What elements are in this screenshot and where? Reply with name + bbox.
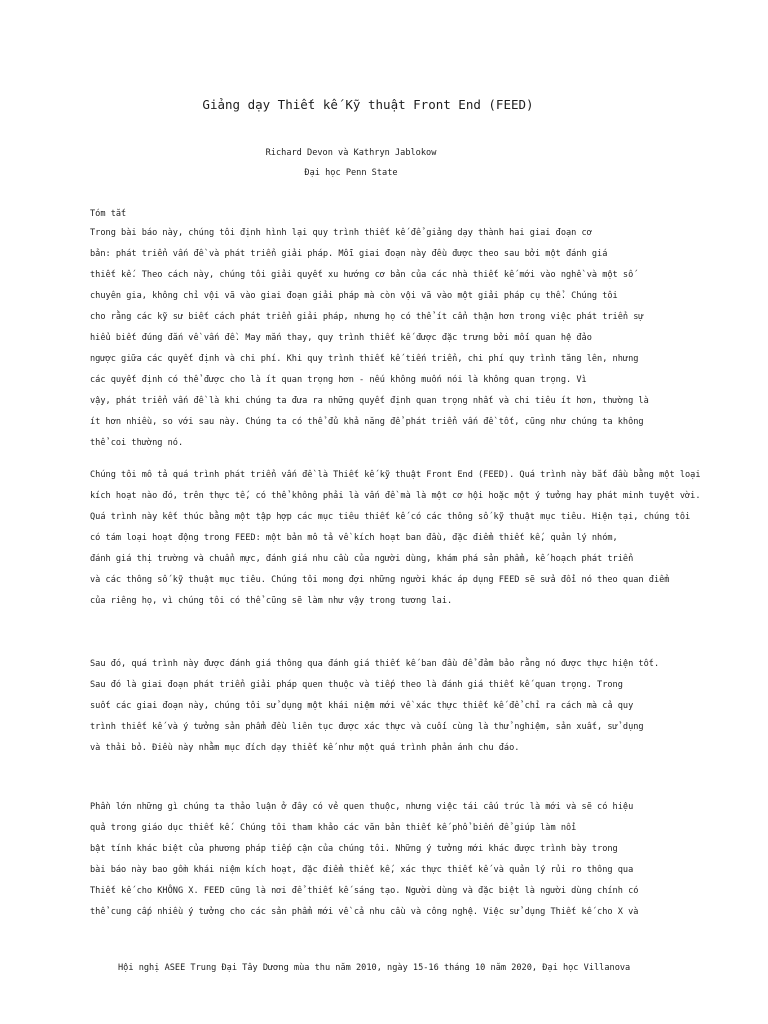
paragraph-line: Trong bài báo này, chúng tôi định hình lại quy trình thiết kế để giảng dạy thành hai giai đoạn cơ — [90, 228, 592, 238]
paragraph-line: cho rằng các kỹ sư biết cách phát triển giải pháp, nhưng họ có thể ít cẩn thận hơn trong việc phát triển sự — [90, 312, 644, 322]
paragraph-3 — [90, 654, 690, 759]
paragraph-line: ít hơn nhiều, so với sau này. Chúng ta có thể đủ khả năng để phát triển vấn đề tốt, cũng như chúng ta không — [90, 417, 644, 427]
paragraph-line: chuyên gia, không chỉ vội vã vào giai đoạn giải pháp mà còn vội vã vào một giải pháp cụ thể. Chúng tôi — [90, 291, 618, 301]
paragraph-line: Sau đó, quá trình này được đánh giá thông qua đánh giá thiết kế ban đầu để đảm bảo rằng nó được thực hiện tốt. — [90, 659, 660, 669]
paragraph-line: thể coi thường nó. — [90, 438, 184, 448]
paragraph-line: bài báo này bao gồm khái niệm kích hoạt, đặc điểm thiết kế, xác thực thiết kế và quản lý rủi ro thông qua — [90, 865, 634, 875]
paragraph-line: quả trong giáo dục thiết kế. Chúng tôi tham khảo các văn bản thiết kế phổ biến để giúp làm nổi — [90, 823, 577, 833]
paragraph-line: Sau đó là giai đoạn phát triển giải pháp quen thuộc và tiếp theo là đánh giá thiết kế quan trọng. Trong — [90, 680, 623, 690]
paragraph-line: suốt các giai đoạn này, chúng tôi sử dụng một khái niệm mới về xác thực thiết kế để chỉ ra cách mà cả quy — [90, 701, 634, 711]
abstract-heading: Tóm tắt — [90, 209, 127, 219]
paragraph-line: trình thiết kế và ý tưởng sản phẩm đều liên tục được xác thực và cuối cùng là thử nghiệm, sản xuất, sử dụng — [90, 722, 644, 732]
paragraph-line: và thải bỏ. Điều này nhằm mục đích dạy thiết kế như một quá trình phản ánh chu đáo. — [90, 743, 520, 753]
paragraph-4 — [90, 797, 690, 923]
paragraph-line: các quyết định có thể được cho là ít quan trọng hơn - nếu không muốn nói là không quan trọng. Vì — [90, 375, 587, 385]
paper-title: Giảng dạy Thiết kế Kỹ thuật Front End (FEED) — [202, 97, 534, 112]
paragraph-line: của riêng họ, vì chúng tôi có thể cũng sẽ làm như vậy trong tương lai. — [90, 596, 453, 606]
paragraph-line: hiểu biết đúng đắn về vấn đề. May mắn thay, quy trình thiết kế được đặc trưng bởi mối quan hệ đảo — [90, 333, 592, 343]
paper-authors: Richard Devon và Kathryn Jablokow — [265, 148, 437, 158]
paragraph-line: có tám loại hoạt động trong FEED: một bản mô tả về kích hoạt ban đầu, đặc điểm thiết kế, quản lý nhóm, — [90, 533, 618, 543]
paragraph-line: Quá trình này kết thúc bằng một tập hợp các mục tiêu thiết kế có các thông số kỹ thuật mục tiêu. Hiện tại, chúng tôi — [90, 512, 691, 522]
paragraph-line: kích hoạt nào đó, trên thực tế, có thể không phải là vấn đề mà là một cơ hội hoặc một ý tưởng hay phát minh tuyệt vời. — [90, 491, 701, 501]
paragraph-line: vậy, phát triển vấn đề là khi chúng ta đưa ra những quyết định quan trọng nhất và chi tiêu ít hơn, thường là — [90, 396, 649, 406]
paragraph-2 — [90, 465, 701, 612]
paragraph-line: và các thông số kỹ thuật mục tiêu. Chúng tôi mong đợi những người khác áp dụng FEED sẽ sửa đổi nó theo quan điểm — [90, 575, 670, 585]
paragraph-line: ngược giữa các quyết định và chi phí. Khi quy trình thiết kế tiến triển, chi phí quy trình tăng lên, nhưng — [90, 354, 639, 364]
paragraph-line: Thiết kế cho KHÔNG X. FEED cũng là nơi để thiết kế sáng tạo. Người dùng và đặc biệt là người dùng chính có — [90, 886, 639, 896]
paragraph-line: thiết kế. Theo cách này, chúng tôi giải quyết xu hướng cơ bản của các nhà thiết kế mới vào nghề và một số — [90, 270, 634, 280]
paragraph-line: Chúng tôi mô tả quá trình phát triển vấn đề là Thiết kế kỹ thuật Front End (FEED). Quá trình này bắt đầu bằng một loại — [90, 470, 701, 480]
page-footer: Hội nghị ASEE Trung Đại Tây Dương mùa thu năm 2010, ngày 15-16 tháng 10 năm 2020, Đại học Villanova — [118, 963, 631, 973]
paragraph-line: đánh giá thị trường và chuẩn mực, đánh giá nhu cầu của người dùng, khám phá sản phẩm, kế hoạch phát triển — [90, 554, 634, 564]
paper-affiliation: Đại học Penn State — [304, 168, 398, 178]
paragraph-line: Phần lớn những gì chúng ta thảo luận ở đây có vẻ quen thuộc, nhưng việc tái cấu trúc là mới và sẽ có hiệu — [90, 802, 634, 812]
paragraph-line: thể cung cấp nhiều ý tưởng cho các sản phẩm mới về cả nhu cầu và công nghệ. Việc sử dụng Thiết kế cho X và — [90, 907, 639, 917]
paragraph-line: bản: phát triển vấn đề và phát triển giải pháp. Mỗi giai đoạn này đều được theo sau bởi một đánh giá — [90, 249, 608, 259]
paragraph-1 — [90, 223, 690, 454]
paragraph-line: bật tính khác biệt của phương pháp tiếp cận của chúng tôi. Những ý tưởng mới khác được trình bày trong — [90, 844, 618, 854]
